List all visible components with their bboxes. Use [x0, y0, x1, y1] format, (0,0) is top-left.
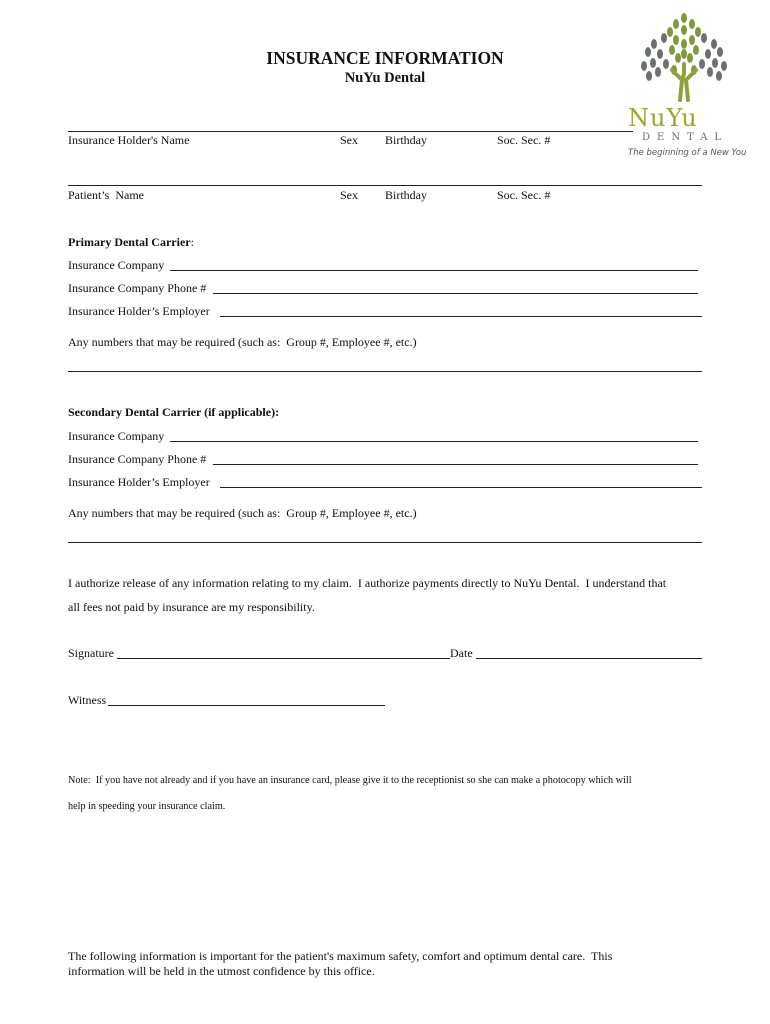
primary-numbers-label: Any numbers that may be required (such as: Group #, Employee #, etc.): [68, 335, 417, 349]
patient-birthday-label: Birthday: [385, 188, 427, 202]
logo-tagline: The beginning of a New You: [628, 148, 747, 158]
secondary-employer-label: Insurance Holder’s Employer: [68, 475, 210, 489]
patient-sex-label: Sex: [340, 188, 358, 202]
witness-label: Witness: [68, 693, 107, 707]
secondary-phone-field[interactable]: [213, 464, 698, 465]
nuyu-logo: [620, 8, 750, 160]
date-field[interactable]: [476, 658, 702, 659]
logo-dental: DENTAL: [642, 132, 729, 143]
footer-line-2: information will be held in the utmost confidence by this office.: [68, 964, 375, 978]
note-line-2: help in speeding your insurance claim.: [68, 801, 226, 812]
secondary-numbers-field[interactable]: [68, 542, 702, 543]
holder-sex-label: Sex: [340, 133, 358, 147]
signature-field[interactable]: [117, 658, 450, 659]
footer-line-1: The following information is important for the patient's maximum safety, comfort and optimum dental care. This: [68, 949, 613, 963]
date-label: Date: [450, 646, 473, 660]
primary-heading-text: Primary Dental Carrier: [68, 235, 191, 249]
primary-numbers-field[interactable]: [68, 371, 702, 372]
witness-field[interactable]: [108, 705, 385, 706]
secondary-employer-field[interactable]: [220, 487, 702, 488]
secondary-company-label: Insurance Company: [68, 429, 165, 443]
primary-employer-label: Insurance Holder’s Employer: [68, 304, 210, 318]
primary-company-field[interactable]: [170, 270, 698, 271]
logo-name: NuYu: [628, 104, 698, 132]
authorization-line-1: I authorize release of any information relating to my claim. I authorize payments directly to NuYu Dental. I understand that: [68, 576, 667, 590]
secondary-heading: Secondary Dental Carrier (if applicable):: [68, 405, 280, 419]
authorization-line-2: all fees not paid by insurance are my responsibility.: [68, 600, 315, 614]
patient-row-line[interactable]: [68, 185, 702, 186]
secondary-phone-label: Insurance Company Phone #: [68, 452, 207, 466]
patient-ssn-label: Soc. Sec. #: [497, 188, 551, 202]
secondary-numbers-label: Any numbers that may be required (such as: Group #, Employee #, etc.): [68, 506, 417, 520]
holder-ssn-label: Soc. Sec. #: [497, 133, 551, 147]
primary-company-label: Insurance Company: [68, 258, 165, 272]
note-line-1: Note: If you have not already and if you have an insurance card, please give it to the receptionist so she can make a photocopy which will: [68, 775, 632, 786]
primary-heading-colon: :: [190, 235, 194, 249]
tree-icon: [620, 8, 750, 108]
holder-name-label: Insurance Holder's Name: [68, 133, 190, 147]
patient-name-label: Patient’s Name: [68, 188, 144, 202]
page-subtitle: NuYu Dental: [344, 70, 426, 86]
primary-phone-field[interactable]: [213, 293, 698, 294]
primary-phone-label: Insurance Company Phone #: [68, 281, 207, 295]
page-title: INSURANCE INFORMATION: [266, 48, 504, 68]
signature-label: Signature: [68, 646, 114, 660]
secondary-company-field[interactable]: [170, 441, 698, 442]
note-text: [68, 761, 632, 826]
holder-row-line[interactable]: [68, 131, 633, 132]
holder-birthday-label: Birthday: [385, 133, 427, 147]
primary-heading: [68, 235, 194, 250]
primary-employer-field[interactable]: [220, 316, 702, 317]
